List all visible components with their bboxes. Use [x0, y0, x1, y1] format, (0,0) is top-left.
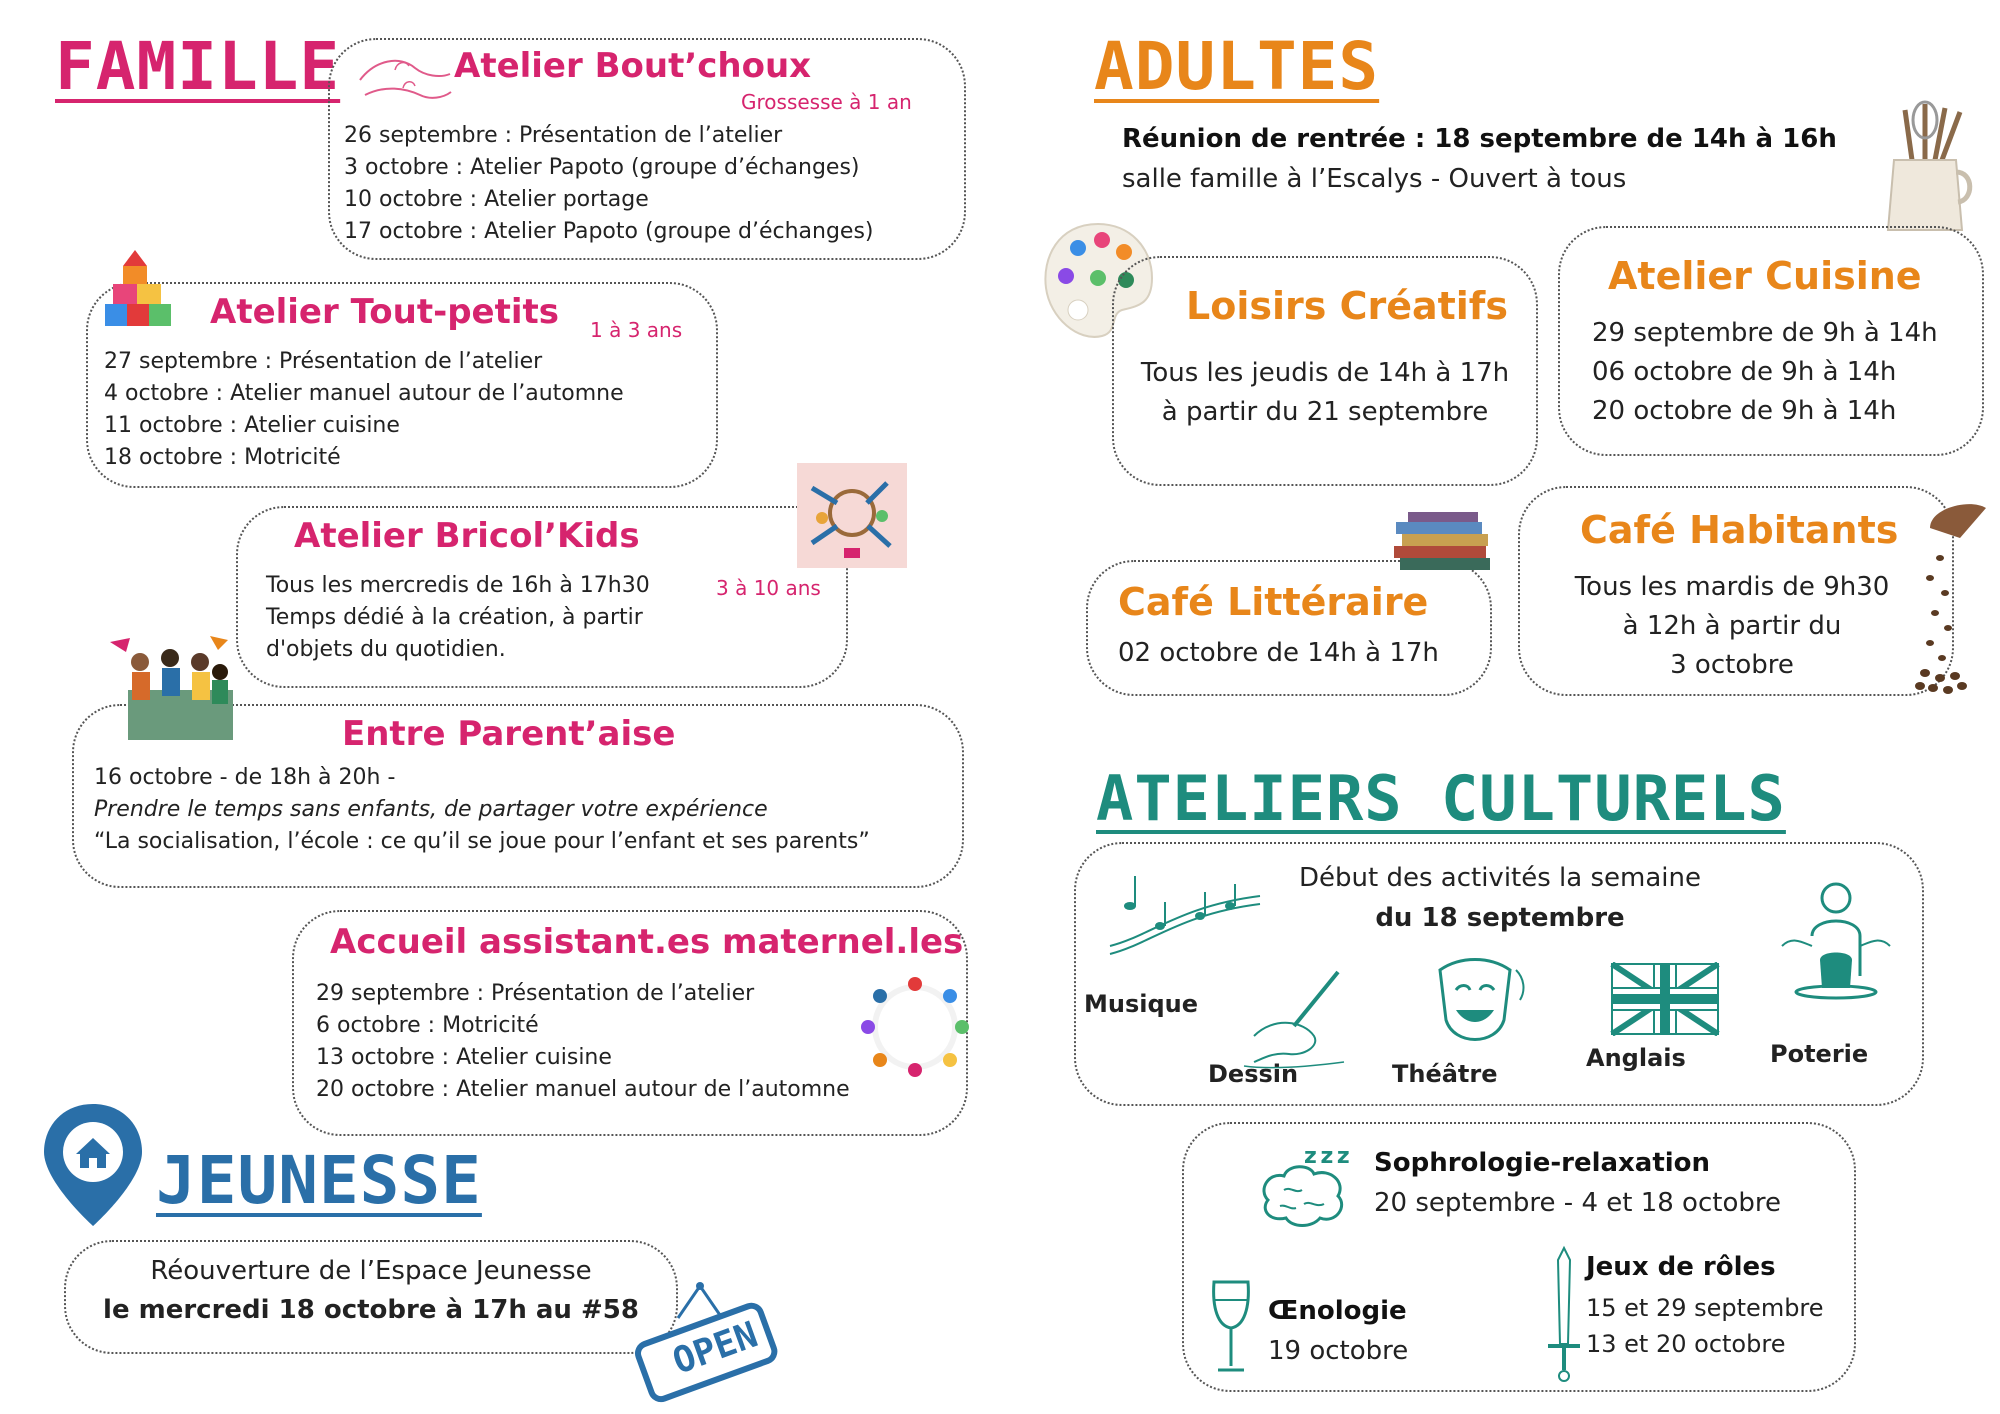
oenologie-title: Œnologie	[1268, 1296, 1407, 1326]
activity-musique: Musique	[1084, 990, 1199, 1018]
list-item: 27 septembre : Présentation de l’atelier	[104, 349, 543, 374]
jeux-dates	[1586, 1290, 1824, 1362]
list-item: 10 octobre : Atelier portage	[344, 187, 649, 212]
cuisine-list	[1592, 314, 1938, 431]
loisirs-start: à partir du 21 septembre	[1161, 397, 1489, 427]
parents-group-icon	[100, 632, 240, 747]
list-item: 26 septembre : Présentation de l’atelier	[344, 123, 783, 148]
culturels-intro	[1220, 858, 1780, 938]
habitants-title: Café Habitants	[1580, 508, 1899, 552]
building-blocks-icon	[105, 248, 185, 338]
oenologie-date: 19 octobre	[1268, 1336, 1409, 1366]
list-item: 20 octobre : Atelier manuel autour de l’automne	[316, 1077, 850, 1102]
parentaise-description: Prendre le temps sans enfants, de partager votre expérience	[94, 797, 768, 822]
culturels-intro-line: Début des activités la semaine	[1299, 863, 1701, 893]
sophro-dates: 20 septembre - 4 et 18 octobre	[1374, 1188, 1781, 1218]
jeunesse-date: le mercredi 18 octobre à 17h au #58	[103, 1295, 639, 1325]
coffee-scoop-icon	[1900, 498, 1990, 698]
books-icon	[1390, 512, 1500, 582]
toutpetits-title: Atelier Tout-petits	[210, 292, 559, 332]
crafts-icon	[792, 458, 912, 573]
list-item: 3 octobre : Atelier Papoto (groupe d’échanges)	[344, 155, 860, 180]
activity-theatre: Théâtre	[1392, 1060, 1498, 1088]
list-item: 11 octobre : Atelier cuisine	[104, 413, 400, 438]
parentaise-quote: “La socialisation, l’école : ce qu’il se joue pour l’enfant et ses parents”	[94, 829, 870, 854]
list-item: 17 octobre : Atelier Papoto (groupe d’échanges)	[344, 219, 874, 244]
culturels-intro-date: du 18 septembre	[1375, 903, 1625, 933]
reunion-bold: Réunion de rentrée : 18 septembre de 14h à 16h	[1122, 124, 1837, 154]
reunion-line: salle famille à l’Escalys - Ouvert à tous	[1122, 164, 1627, 194]
litteraire-title: Café Littéraire	[1118, 580, 1429, 624]
habitants-list	[1518, 568, 1946, 685]
toutpetits-age: 1 à 3 ans	[590, 318, 683, 342]
music-notes-icon	[1100, 866, 1270, 976]
bricolkids-age: 3 à 10 ans	[716, 576, 821, 600]
activity-dessin: Dessin	[1208, 1060, 1299, 1088]
list-item: Temps dédié à la création, à partir	[266, 605, 643, 630]
parentaise-date: 16 octobre - de 18h à 20h -	[94, 765, 396, 790]
pottery-icon	[1776, 876, 1896, 1006]
assistants-title: Accueil assistant.es maternel.les	[330, 922, 964, 962]
sword-icon	[1544, 1244, 1584, 1384]
list-item: 29 septembre de 9h à 14h	[1592, 318, 1938, 348]
bricolkids-title: Atelier Bricol’Kids	[294, 516, 640, 556]
brain-icon	[1254, 1160, 1350, 1230]
jeunesse-line: Réouverture de l’Espace Jeunesse	[150, 1256, 592, 1286]
boutchoux-title: Atelier Bout’choux	[454, 46, 812, 86]
wine-glass-icon	[1206, 1278, 1256, 1378]
uk-flag-icon	[1610, 962, 1720, 1036]
jeunesse-section-title: JEUNESSE	[156, 1142, 482, 1219]
list-item: Tous les mardis de 9h30	[1574, 572, 1890, 602]
list-item: 13 octobre : Atelier cuisine	[316, 1045, 612, 1070]
activity-anglais: Anglais	[1586, 1044, 1686, 1072]
list-item: 18 octobre : Motricité	[104, 445, 341, 470]
toutpetits-list	[104, 346, 624, 474]
litteraire-date: 02 octobre de 14h à 17h	[1118, 638, 1439, 668]
list-item: 3 octobre	[1670, 650, 1794, 680]
children-circle-icon	[840, 972, 990, 1082]
assistants-list	[316, 978, 850, 1106]
list-item: 20 octobre de 9h à 14h	[1592, 396, 1897, 426]
list-item: 29 septembre : Présentation de l’atelier	[316, 981, 755, 1006]
parentaise-title: Entre Parent’aise	[342, 714, 676, 754]
kitchen-utensils-icon	[1870, 100, 1980, 240]
list-item: d'objets du quotidien.	[266, 637, 506, 662]
hands-icon	[355, 40, 455, 110]
map-pin-home-icon	[38, 1100, 148, 1230]
parentaise-text	[94, 762, 870, 858]
jeux-title: Jeux de rôles	[1586, 1252, 1776, 1282]
boutchoux-list	[344, 120, 873, 248]
jeux-date-2: 13 et 20 octobre	[1586, 1330, 1786, 1358]
jeunesse-text	[64, 1252, 678, 1330]
loisirs-schedule: Tous les jeudis de 14h à 17h	[1140, 358, 1510, 388]
bricolkids-list	[266, 570, 650, 666]
open-sign-label: OPEN	[667, 1314, 764, 1383]
jeux-date-1: 15 et 29 septembre	[1586, 1294, 1824, 1322]
zzz-text: z z z	[1304, 1144, 1348, 1169]
list-item: à 12h à partir du	[1622, 611, 1842, 641]
theatre-masks-icon	[1420, 950, 1530, 1060]
list-item: Tous les mercredis de 16h à 17h30	[266, 573, 650, 598]
sophro-title: Sophrologie-relaxation	[1374, 1148, 1711, 1178]
loisirs-title: Loisirs Créatifs	[1186, 284, 1508, 328]
list-item: 6 octobre : Motricité	[316, 1013, 539, 1038]
loisirs-text	[1112, 354, 1538, 432]
activity-poterie: Poterie	[1770, 1040, 1869, 1068]
list-item: 4 octobre : Atelier manuel autour de l’automne	[104, 381, 624, 406]
list-item: 06 octobre de 9h à 14h	[1592, 357, 1897, 387]
boutchoux-age: Grossesse à 1 an	[741, 90, 912, 114]
culturels-section-title: ATELIERS CULTURELS	[1096, 762, 1786, 835]
famille-section-title: FAMILLE	[55, 28, 341, 105]
cuisine-title: Atelier Cuisine	[1608, 254, 1922, 298]
adultes-section-title: ADULTES	[1094, 28, 1380, 105]
